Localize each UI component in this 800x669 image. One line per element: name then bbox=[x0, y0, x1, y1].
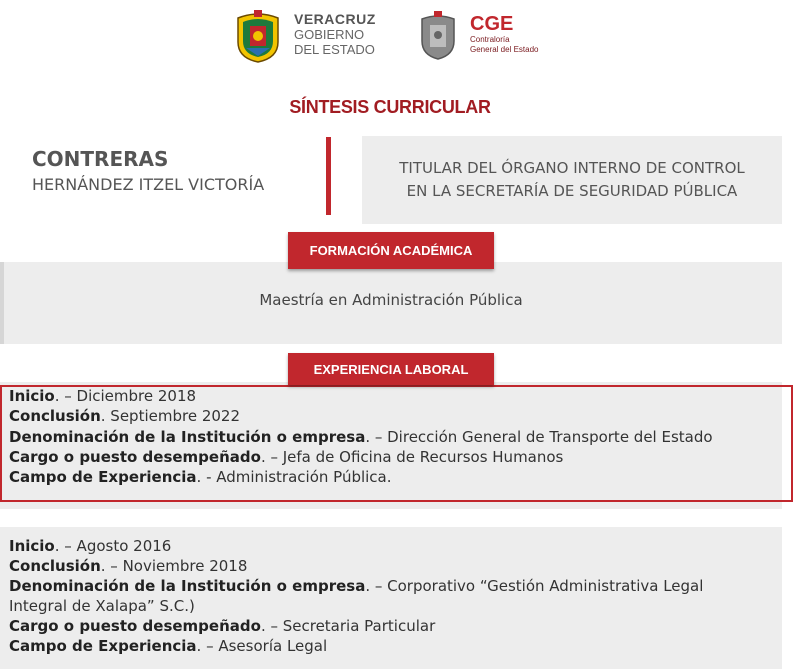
exp1-campo-value: . - Administración Pública. bbox=[196, 468, 392, 486]
exp2-institucion-value: . – Corporativo “Gestión Administrativa Legal bbox=[365, 577, 704, 595]
exp1-conclusion-value: . Septiembre 2022 bbox=[100, 407, 240, 425]
cge-shield-logo bbox=[414, 9, 462, 63]
position-line2: EN LA SECRETARÍA DE SEGURIDAD PÚBLICA bbox=[406, 182, 738, 200]
label-inicio: Inicio bbox=[9, 537, 55, 555]
exp1-inicio bbox=[9, 386, 196, 406]
exp2-campo-value: . – Asesoría Legal bbox=[196, 637, 328, 655]
exp2-institucion bbox=[9, 576, 703, 596]
exp2-institucion-cont: Integral de Xalapa” S.C.) bbox=[9, 597, 195, 615]
exp1-inicio-value: . – Diciembre 2018 bbox=[54, 387, 197, 405]
veracruz-line3: DEL ESTADO bbox=[294, 42, 375, 57]
label-conclusion: Conclusión bbox=[9, 407, 101, 425]
veracruz-line2: GOBIERNO bbox=[294, 27, 365, 42]
last-name: CONTRERAS bbox=[32, 147, 169, 171]
label-institucion: Denominación de la Institución o empresa bbox=[9, 577, 366, 595]
veracruz-coat-of-arms-logo bbox=[232, 8, 284, 64]
label-conclusion: Conclusión bbox=[9, 557, 101, 575]
exp2-conclusion-value: . – Noviembre 2018 bbox=[100, 557, 248, 575]
exp1-cargo bbox=[9, 447, 563, 467]
exp1-institucion bbox=[9, 427, 713, 447]
exp1-conclusion bbox=[9, 406, 240, 426]
label-campo: Campo de Experiencia bbox=[9, 468, 197, 486]
exp1-cargo-value: . – Jefa de Oficina de Recursos Humanos bbox=[260, 448, 564, 466]
exp2-campo bbox=[9, 636, 327, 656]
label-institucion: Denominación de la Institución o empresa bbox=[9, 428, 366, 446]
position-box bbox=[362, 136, 782, 224]
exp2-cargo bbox=[9, 616, 435, 636]
label-cargo: Cargo o puesto desempeñado bbox=[9, 448, 261, 466]
cge-line2: Contraloría bbox=[470, 35, 510, 44]
exp2-conclusion bbox=[9, 556, 247, 576]
position-line1: TITULAR DEL ÓRGANO INTERNO DE CONTROL bbox=[399, 159, 745, 177]
label-campo: Campo de Experiencia bbox=[9, 637, 197, 655]
header-band bbox=[0, 0, 800, 70]
section-header-experiencia: EXPERIENCIA LABORAL bbox=[288, 353, 494, 385]
cge-wordmark bbox=[470, 13, 539, 55]
exp1-institucion-value: . – Dirección General de Transporte del Estado bbox=[365, 428, 713, 446]
education-degree: Maestría en Administración Pública bbox=[259, 291, 523, 309]
exp1-campo bbox=[9, 467, 392, 487]
page-title: SÍNTESIS CURRICULAR bbox=[289, 97, 491, 117]
veracruz-line1: VERACRUZ bbox=[294, 11, 376, 27]
label-inicio: Inicio bbox=[9, 387, 55, 405]
section-header-formacion: FORMACIÓN ACADÉMICA bbox=[288, 232, 494, 269]
exp2-inicio-value: . – Agosto 2016 bbox=[54, 537, 172, 555]
veracruz-wordmark bbox=[294, 12, 376, 57]
first-names: HERNÁNDEZ ITZEL VICTORÍA bbox=[32, 175, 265, 194]
divider-bar bbox=[326, 137, 331, 215]
cge-line3: General del Estado bbox=[470, 45, 539, 54]
cge-acronym: CGE bbox=[470, 13, 514, 35]
exp2-cargo-value: . – Secretaria Particular bbox=[260, 617, 436, 635]
exp2-inicio bbox=[9, 536, 171, 556]
label-cargo: Cargo o puesto desempeñado bbox=[9, 617, 261, 635]
